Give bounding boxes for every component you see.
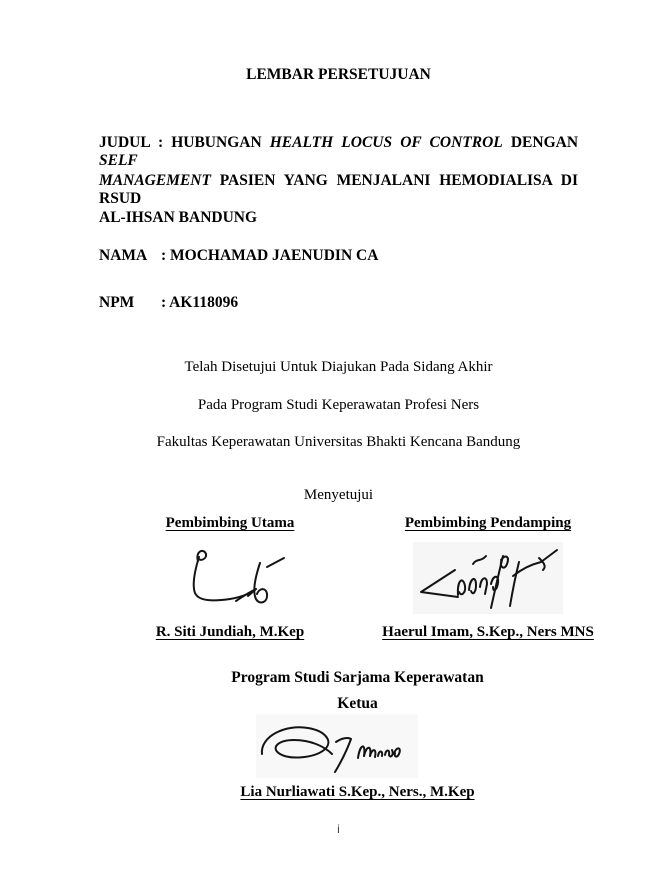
npm-label: NPM [99,294,135,311]
role-pembimbing-pendamping: Pembimbing Pendamping [404,515,572,531]
signature-drawing [256,714,418,778]
signature-pembimbing-pendamping [413,542,563,614]
judul-line-1 [99,134,578,170]
signature-ketua [256,714,418,778]
judul-label: JUDUL [99,134,150,151]
nama-value: : MOCHAMAD JAENUDIN CA [161,247,379,264]
page-title: LEMBAR PERSETUJUAN [246,66,431,83]
judul-line-2 [99,172,578,208]
judul-text: DENGAN [510,134,579,151]
program-studi-line: Program Studi Sarjama Keperawatan [231,669,484,686]
ketua-label: Ketua [337,695,378,712]
nama-row [99,247,578,265]
name-pembimbing-utama: R. Siti Jundiah, M.Kep [155,624,305,640]
signature-drawing [413,542,563,614]
npm-value: : AK118096 [161,294,239,311]
judul-italic-phrase: MANAGEMENT [99,172,211,189]
statement-line-2: Pada Program Studi Keperawatan Profesi Ners [197,397,480,413]
statement-line-1: Telah Disetujui Untuk Diajukan Pada Sidang Akhir [184,359,493,375]
judul-italic-phrase: SELF [99,152,138,169]
name-ketua: Lia Nurliawati S.Kep., Ners., M.Kep [240,784,475,800]
statement-line-3: Fakultas Keperawatan Universitas Bhakti Kencana Bandung [156,434,521,450]
judul-line-3: AL-IHSAN BANDUNG [99,209,258,226]
judul-text: HUBUNGAN [171,134,262,151]
judul-colon: : [157,134,164,151]
judul-italic-phrase: HEALTH LOCUS OF CONTROL [269,134,503,151]
role-pembimbing-utama: Pembimbing Utama [165,515,295,531]
page-number: i [337,822,340,836]
menyetujui-label: Menyetujui [303,487,374,503]
judul-text: PASIEN YANG MENJALANI HEMODIALISA DI RSUD [99,172,578,207]
signature-pembimbing-utama [170,545,290,611]
signature-drawing [170,545,290,611]
nama-label: NAMA [99,247,148,264]
name-pembimbing-pendamping: Haerul Imam, S.Kep., Ners MNS [382,624,594,640]
npm-row [99,294,578,312]
